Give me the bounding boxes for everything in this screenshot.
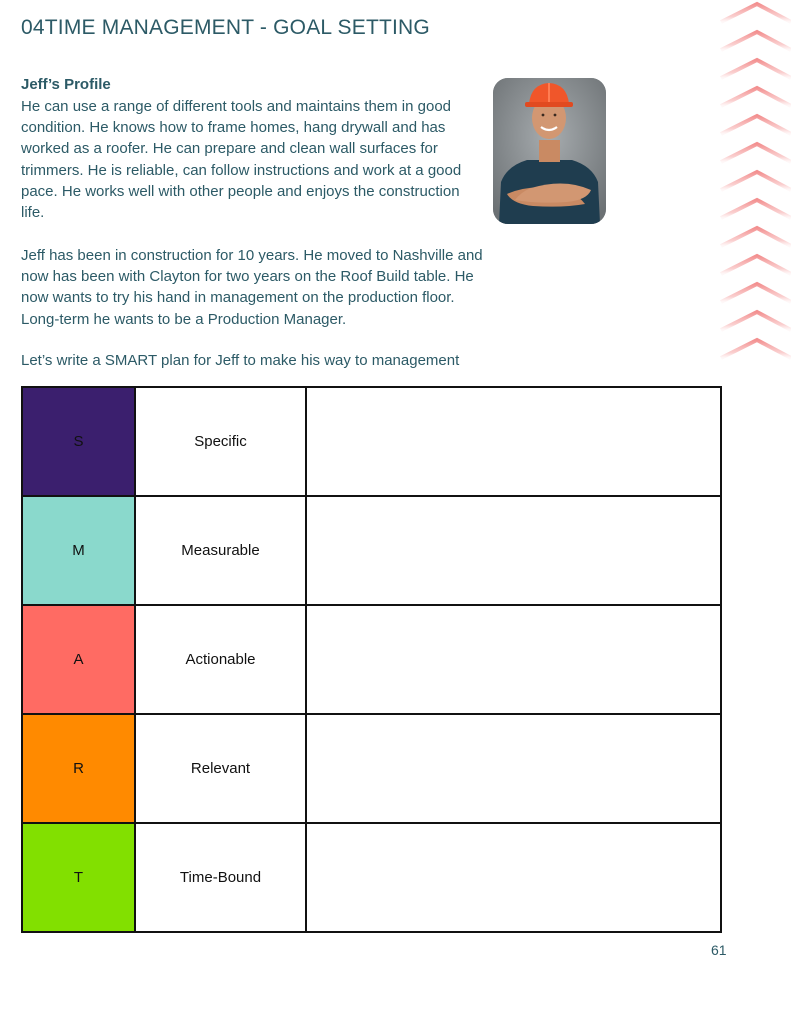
page-number: 61 bbox=[711, 942, 727, 958]
smart-label-cell: Specific bbox=[135, 387, 306, 496]
smart-answer-cell[interactable] bbox=[306, 387, 721, 496]
smart-row-time-bound bbox=[22, 823, 721, 932]
smart-letter-cell: S bbox=[22, 387, 135, 496]
smart-label-cell: Actionable bbox=[135, 605, 306, 714]
smart-row-measurable bbox=[22, 496, 721, 605]
profile-paragraph-skills: He can use a range of different tools and maintains them in good condition. He knows how to frame homes, hang drywall and has worked as a roofer. He can prepare and clean wall surfaces for trimmers. He is reliable, can follow instructions and work at a good pace. He works well with other people and enjoys the construction life. bbox=[21, 98, 462, 222]
smart-letter-cell: A bbox=[22, 605, 135, 714]
smart-label-cell: Time-Bound bbox=[135, 823, 306, 932]
smart-plan-prompt: Let’s write a SMART plan for Jeff to make his way to management bbox=[21, 352, 460, 369]
smart-row-specific bbox=[22, 387, 721, 496]
smart-answer-cell[interactable] bbox=[306, 823, 721, 932]
smart-answer-cell[interactable] bbox=[306, 496, 721, 605]
smart-label-cell: Relevant bbox=[135, 714, 306, 823]
smart-answer-cell[interactable] bbox=[306, 714, 721, 823]
page-title: 04TIME MANAGEMENT - GOAL SETTING bbox=[21, 16, 430, 39]
jeff-photo bbox=[493, 78, 606, 224]
smart-answer-cell[interactable] bbox=[306, 605, 721, 714]
smart-row-relevant bbox=[22, 714, 721, 823]
smart-letter-cell: T bbox=[22, 823, 135, 932]
profile-paragraph-history: Jeff has been in construction for 10 years. He moved to Nashville and now has been with Clayton for two years on the Roof Build table. He now wants to try his hand in management on the production floor. Long-term he wants to be a Production Manager. bbox=[21, 247, 483, 328]
smart-row-actionable bbox=[22, 605, 721, 714]
chevron-decoration bbox=[713, 0, 791, 385]
smart-plan-table bbox=[21, 386, 722, 933]
smart-letter-cell: M bbox=[22, 496, 135, 605]
profile-heading: Jeff’s Profile bbox=[21, 76, 111, 93]
smart-label-cell: Measurable bbox=[135, 496, 306, 605]
smart-letter-cell: R bbox=[22, 714, 135, 823]
